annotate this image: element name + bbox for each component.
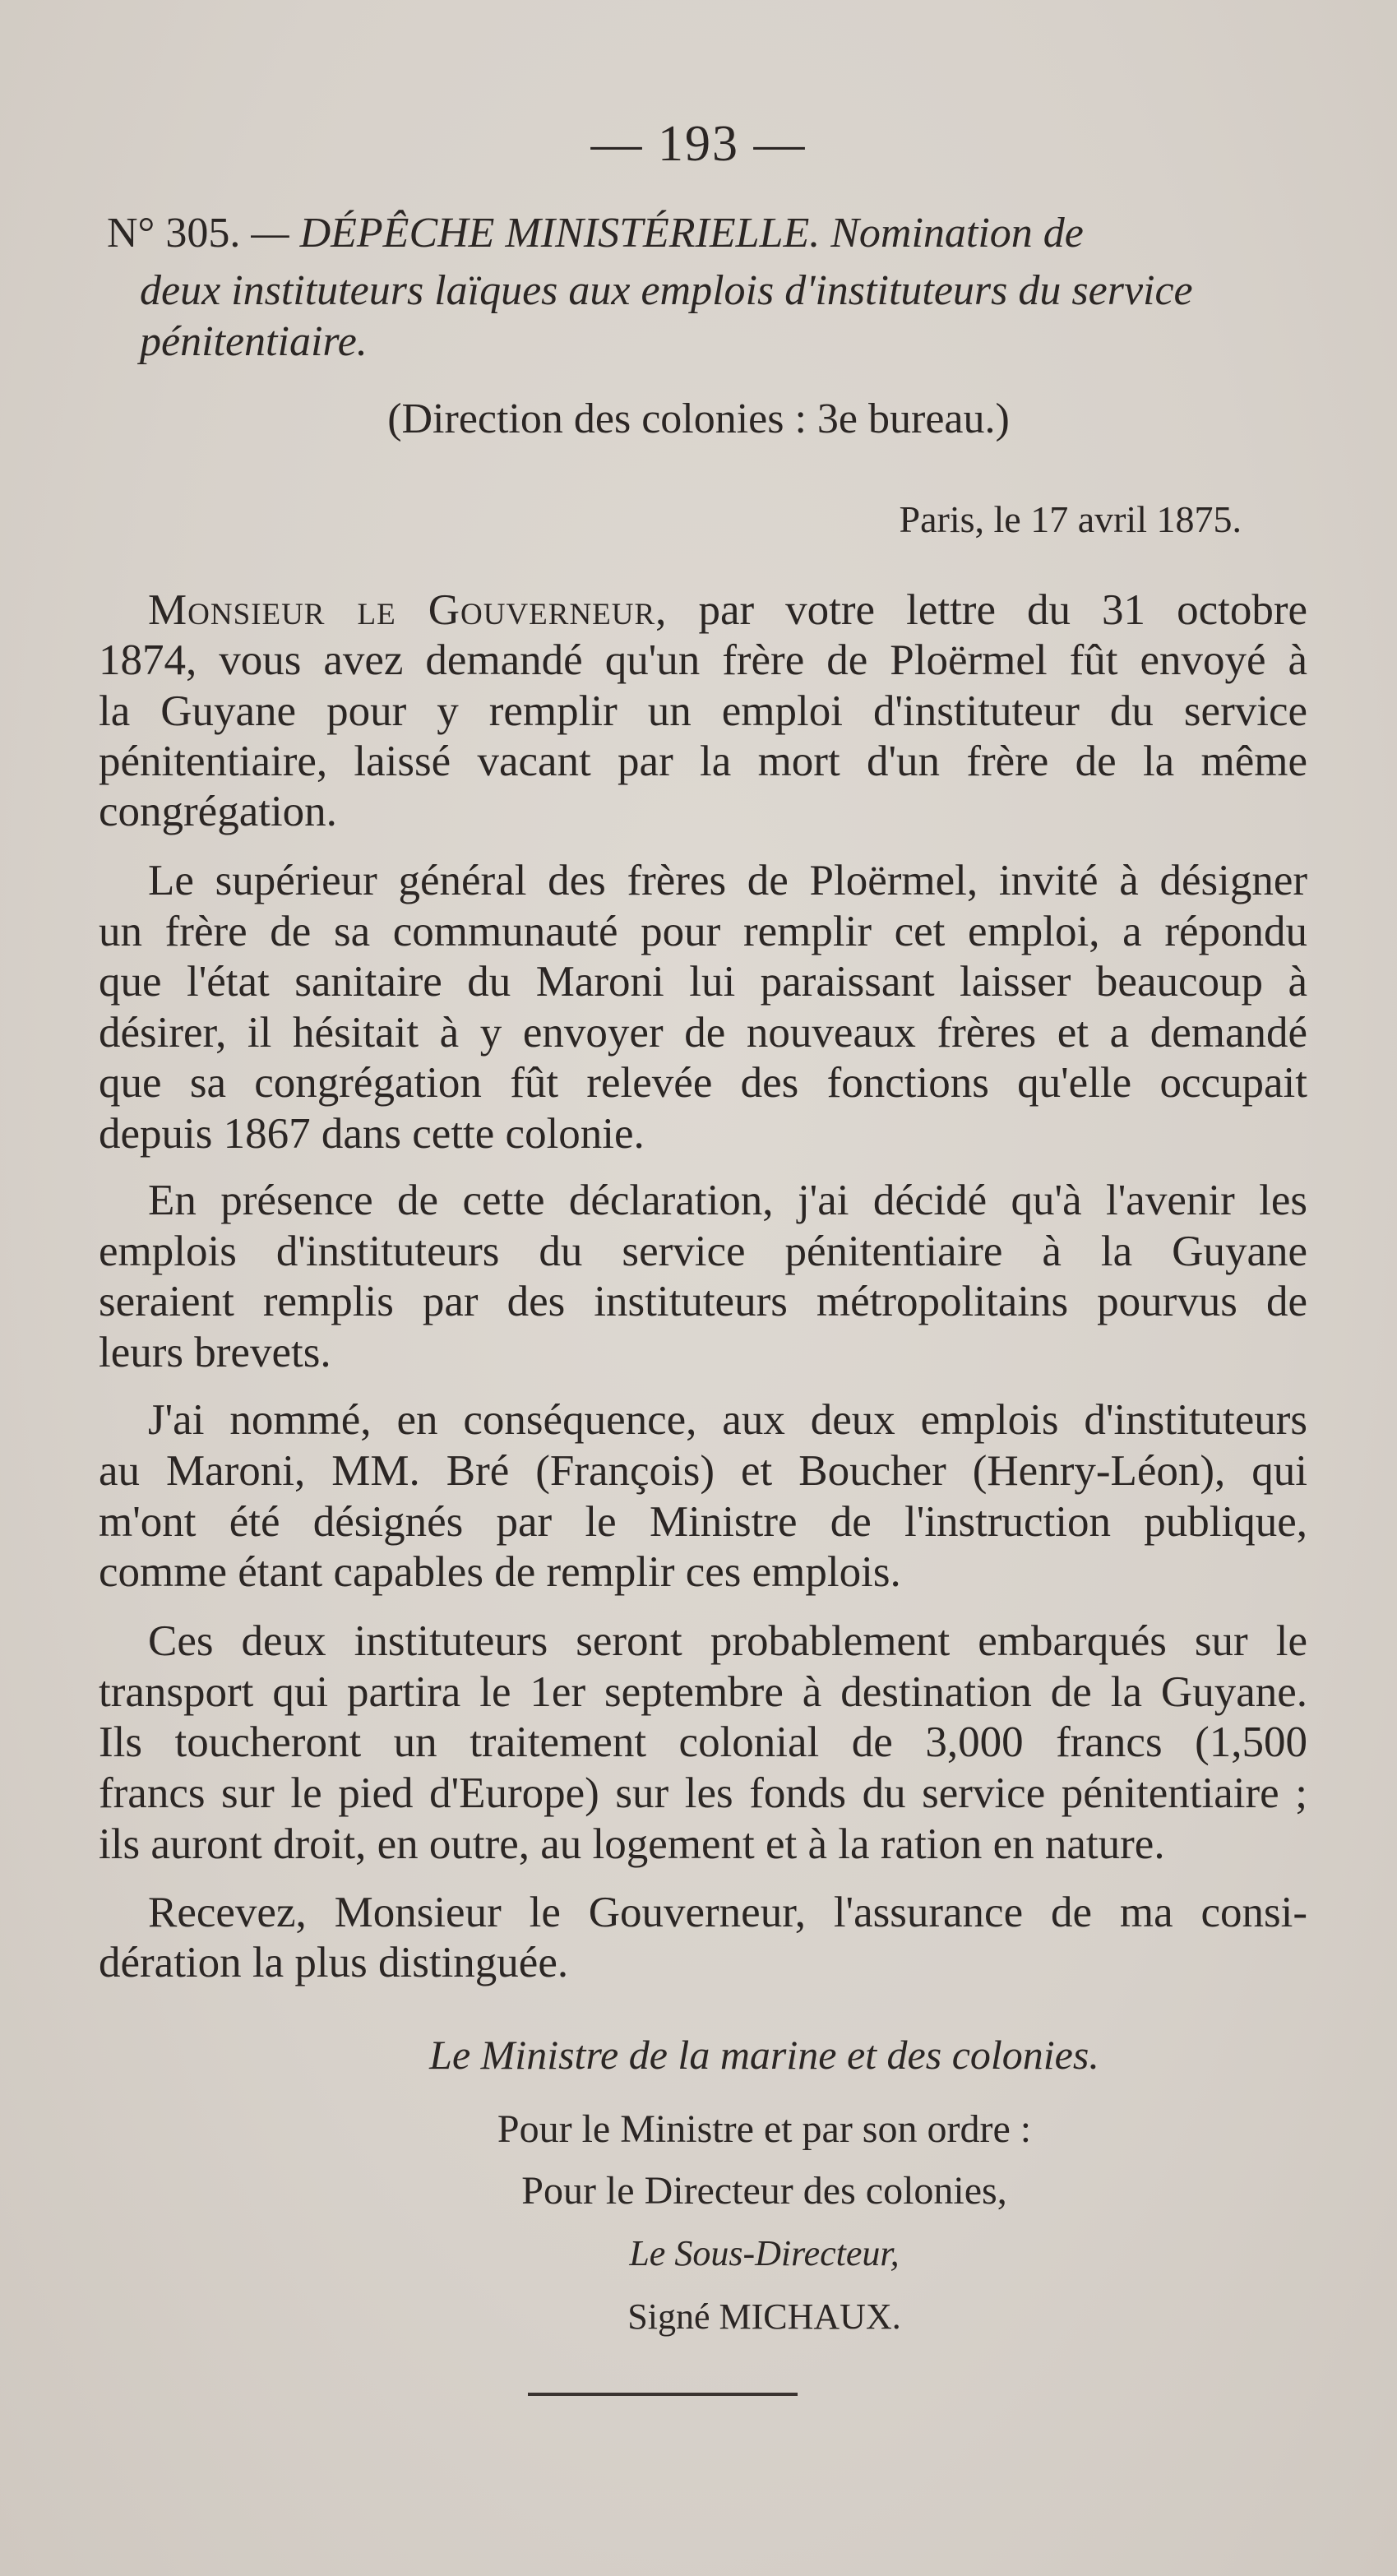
paragraph-line: Monsieur le Gouverneur, par votre lettre du 31 octobre — [148, 586, 1308, 634]
heading-line-3: pénitentiaire. — [140, 318, 368, 365]
paragraph-line: J'ai nommé, en conséquence, aux deux emplois d'instituteurs — [148, 1396, 1307, 1444]
paragraph-line: seraient remplis par des instituteurs métropolitains pourvus de — [99, 1278, 1307, 1325]
dispatch-number: N° 305. — [107, 210, 241, 257]
paragraph-line: un frère de sa communauté pour remplir cet emploi, a répondu — [99, 908, 1307, 955]
heading-line-2: deux instituteurs laïques aux emplois d'instituteurs du service — [140, 267, 1193, 314]
paragraph-line: que sa congrégation fût relevée des fonctions qu'elle occupait — [99, 1059, 1307, 1107]
paragraph-line: m'ont été désignés par le Ministre de l'instruction publique, — [99, 1498, 1307, 1546]
paragraph-line: depuis 1867 dans cette colonie. — [99, 1110, 645, 1158]
dateline: Paris, le 17 avril 1875. — [899, 498, 1242, 540]
paragraph-line: leurs brevets. — [99, 1329, 331, 1376]
paragraph-line: francs sur le pied d'Europe) sur les fonds du service pénitentiaire ; — [99, 1769, 1307, 1817]
closing-rule — [528, 2393, 798, 2396]
page-number: — 193 — — [590, 116, 807, 172]
signature-minister: Le Ministre de la marine et des colonies. — [429, 2032, 1099, 2078]
paragraph-line: Le supérieur général des frères de Ploërmel, invité à désigner — [148, 857, 1307, 904]
paragraph-line: 1874, vous avez demandé qu'un frère de Ploërmel fût envoyé à — [99, 636, 1307, 684]
paragraph-line: transport qui partira le 1er septembre à destination de la Guyane. — [99, 1668, 1307, 1716]
paragraph-line: la Guyane pour y remplir un emploi d'instituteur du service — [99, 687, 1307, 735]
paragraph-line: pénitentiaire, laissé vacant par la mort d'un frère de la même — [99, 738, 1307, 785]
paragraph-line: congrégation. — [99, 788, 337, 835]
signature-for-director: Pour le Directeur des colonies, — [521, 2169, 1007, 2213]
paragraph-line: au Maroni, MM. Bré (François) et Boucher (Henry-Léon), qui — [99, 1447, 1307, 1495]
dispatch-title: — DÉPÊCHE MINISTÉRIELLE. Nomination de — [251, 210, 1084, 257]
heading-line-1 — [107, 207, 1340, 260]
paragraph-line: ils auront droit, en outre, au logement et à la ration en nature. — [99, 1820, 1165, 1868]
paragraph-line: désirer, il hésitait à y envoyer de nouveaux frères et a demandé — [99, 1009, 1307, 1057]
paragraph-line: Recevez, Monsieur le Gouverneur, l'assurance de ma consi- — [148, 1889, 1307, 1936]
paragraph-line: que l'état sanitaire du Maroni lui paraissant laisser beaucoup à — [99, 958, 1307, 1006]
salutation: Monsieur le Gouverneur, — [148, 586, 668, 634]
paragraph-line: emplois d'instituteurs du service pénitentiaire à la Guyane — [99, 1228, 1307, 1275]
paragraph-line: dération la plus distinguée. — [99, 1939, 569, 1986]
signature-sub-director: Le Sous-Directeur, — [629, 2233, 900, 2273]
direction-line: (Direction des colonies : 3e bureau.) — [387, 395, 1010, 442]
paragraph-line: En présence de cette déclaration, j'ai décidé qu'à l'avenir les — [148, 1177, 1307, 1224]
signature-for-minister: Pour le Ministre et par son ordre : — [497, 2107, 1032, 2151]
paragraph-line: Ces deux instituteurs seront probablement embarqués sur le — [148, 1617, 1307, 1665]
signature-signed: Signé MICHAUX. — [627, 2296, 901, 2337]
paragraph-line: comme étant capables de remplir ces emplois. — [99, 1548, 901, 1596]
paragraph-line: Ils toucheront un traitement colonial de 3,000 francs (1,500 — [99, 1718, 1307, 1766]
